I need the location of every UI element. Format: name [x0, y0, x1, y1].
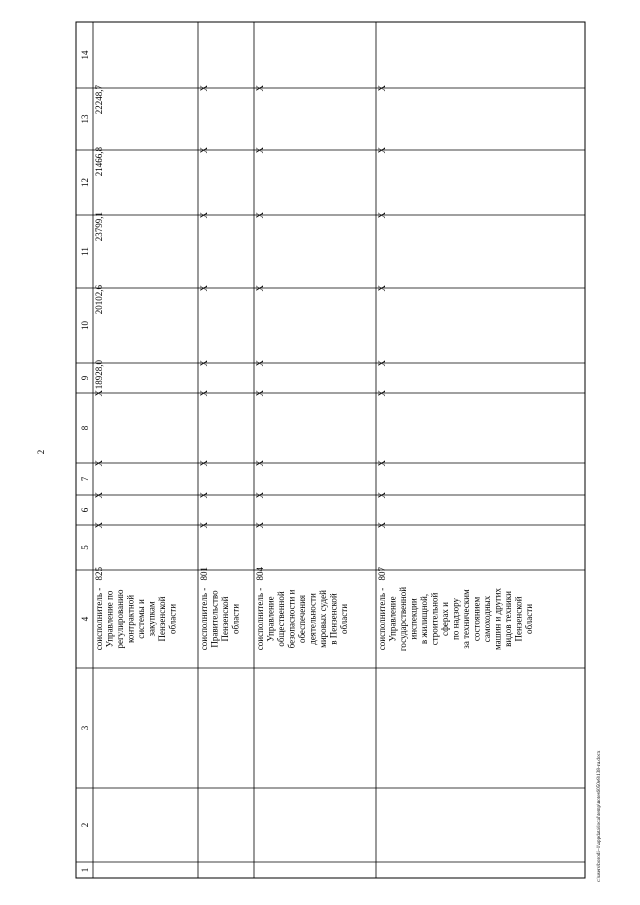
executor-line: состоянием [471, 596, 482, 642]
cell-value: X [199, 360, 209, 367]
cell-value: X [255, 285, 265, 292]
executor-line: деятельности [307, 593, 318, 645]
column-header: 5 [80, 545, 90, 550]
executor-line: соисполнитель - [255, 587, 265, 651]
column-header: 6 [80, 507, 90, 513]
column-header: 14 [80, 50, 90, 60]
cell-value: X [377, 147, 387, 154]
cell-value: X [255, 460, 265, 467]
executor-line: закупкам [146, 601, 157, 637]
column-header: 1 [80, 867, 90, 873]
cell-value: X [377, 85, 387, 92]
table-body [94, 85, 534, 652]
executor-line: области [230, 603, 241, 635]
executor-line: самоходных [482, 595, 492, 643]
cell-code: 804 [255, 567, 265, 581]
cell-value: X [94, 492, 104, 499]
table-grid [76, 22, 585, 878]
cell-value: X [94, 460, 104, 467]
cell-executor [255, 588, 349, 650]
cell-value: X [255, 212, 265, 219]
cell-code: 807 [377, 567, 387, 581]
cell-value: 23799,1 [94, 212, 104, 242]
executor-line: видов техники [503, 591, 513, 647]
cell-value: X [199, 147, 209, 154]
executor-line: области [167, 603, 178, 635]
column-header: 9 [80, 375, 90, 381]
executor-line: за техническим [461, 589, 471, 649]
cell-value: X [255, 85, 265, 92]
cell-value: X [199, 390, 209, 397]
cell-value: X [199, 285, 209, 292]
cell-value: X [377, 360, 387, 367]
cell-value: X [377, 390, 387, 397]
column-header: 2 [80, 822, 90, 828]
cell-value: 21466,8 [94, 147, 104, 177]
executor-line: государственной [398, 586, 408, 652]
executor-line: в жилищной, [419, 593, 429, 645]
column-header: 13 [80, 114, 90, 124]
cell-value: X [255, 492, 265, 499]
cell-value: X [377, 492, 387, 499]
executor-line: мировых судей [318, 590, 328, 648]
column-header: 8 [80, 425, 90, 431]
column-header: 11 [80, 247, 90, 256]
table-header-row [80, 50, 90, 872]
cell-value: X [199, 85, 209, 92]
cell-code: 801 [199, 567, 209, 581]
executor-line: системы и [136, 599, 146, 639]
cell-value: X [377, 285, 387, 292]
executor-line: обеспечения [297, 594, 307, 644]
executor-line: Управление [265, 596, 276, 642]
cell-executor [94, 588, 178, 650]
cell-value: X [255, 360, 265, 367]
executor-line: Пензенской [157, 596, 167, 642]
column-header: 4 [80, 616, 90, 622]
executor-line: области [524, 603, 534, 635]
executor-line: Управление [387, 596, 398, 642]
executor-line: Пензенской [220, 596, 230, 642]
column-header: 12 [80, 178, 90, 187]
executor-line: области [339, 603, 349, 635]
cell-value: X [255, 522, 265, 529]
executor-line: соисполнитель - [94, 587, 104, 651]
executor-line: инспекции [408, 598, 419, 640]
executor-line: машин и других [492, 588, 503, 650]
cell-value: 18928,0 [94, 360, 104, 390]
executor-line: по надзору [450, 598, 461, 640]
executor-line: контрактной [125, 594, 136, 644]
cell-value: X [94, 390, 104, 397]
executor-line: соисполнитель - [377, 587, 387, 651]
cell-value: X [199, 522, 209, 529]
cell-value: 20102,6 [94, 285, 104, 315]
cell-executor [377, 587, 534, 651]
executor-line: в Пензенской [328, 593, 339, 645]
executor-line: общественной [276, 591, 286, 647]
cell-executor [199, 588, 241, 650]
cell-value: X [199, 460, 209, 467]
executor-line: соисполнитель - [199, 587, 209, 651]
page-number: 2 [36, 449, 46, 455]
cell-code: 825 [94, 567, 104, 581]
executor-line: строительной [429, 592, 440, 646]
cell-value: X [377, 460, 387, 467]
cell-value: X [377, 522, 387, 529]
footer-file-path: c:\users\borodi~1\appdata\local\temp\notes6050e8\138-ru.docx [596, 750, 602, 882]
executor-line: Правительство [209, 590, 220, 648]
cell-value: X [255, 147, 265, 154]
cell-value: X [199, 212, 209, 219]
executor-line: безопасности и [286, 589, 297, 649]
cell-value: 22248,7 [94, 85, 104, 115]
cell-value: X [377, 212, 387, 219]
column-header: 3 [80, 725, 90, 731]
executor-line: регулированию [115, 589, 125, 649]
cell-value: X [199, 492, 209, 499]
executor-line: Пензенской [513, 596, 524, 642]
column-header: 7 [80, 476, 90, 482]
executor-line: сферах и [440, 602, 450, 636]
cell-value: X [94, 522, 104, 529]
cell-value: X [255, 390, 265, 397]
column-header: 10 [80, 321, 90, 330]
executor-line: Управление по [104, 590, 115, 648]
